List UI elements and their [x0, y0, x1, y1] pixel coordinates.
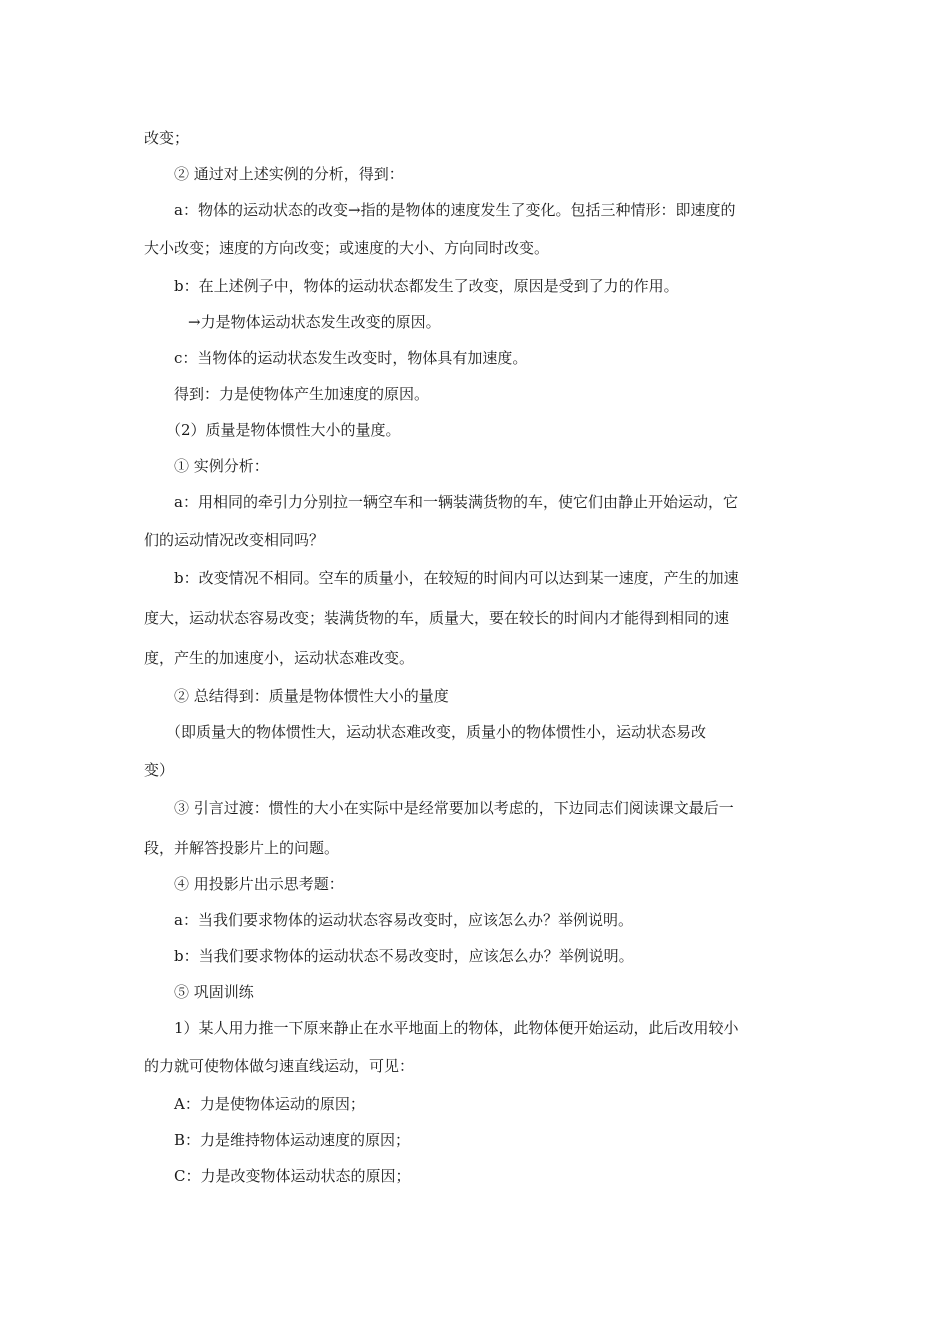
- text-line: 度大，运动状态容易改变；装满货物的车，质量大，要在较长的时间内才能得到相同的速: [144, 609, 730, 627]
- text-line: 改变；: [144, 129, 190, 147]
- text-line: 度，产生的加速度小，运动状态难改变。: [144, 649, 415, 667]
- text-line: 变）: [144, 761, 175, 779]
- text-line: ③ 引言过渡：惯性的大小在实际中是经常要加以考虑的，下边同志们阅读课文最后一: [174, 799, 734, 817]
- text-line: b：在上述例子中，物体的运动状态都发生了改变，原因是受到了力的作用。: [174, 277, 679, 295]
- text-line: a：物体的运动状态的改变→指的是物体的速度发生了变化。包括三种情形：即速度的: [174, 201, 736, 219]
- text-line: C：力是改变物体运动状态的原因；: [174, 1167, 411, 1185]
- text-line: a：用相同的牵引力分别拉一辆空车和一辆装满货物的车，使它们由静止开始运动，它: [174, 493, 738, 511]
- text-line: ② 总结得到：质量是物体惯性大小的量度: [174, 687, 449, 705]
- text-line: ① 实例分析：: [174, 457, 269, 475]
- text-line: ④ 用投影片出示思考题：: [174, 875, 344, 893]
- text-line: c：当物体的运动状态发生改变时，物体具有加速度。: [174, 349, 528, 367]
- text-line: 得到：力是使物体产生加速度的原因。: [174, 385, 430, 403]
- text-line: 1）某人用力推一下原来静止在水平地面上的物体，此物体便开始运动，此后改用较小: [174, 1019, 739, 1037]
- text-line: 段，并解答投影片上的问题。: [144, 839, 340, 857]
- text-line: （即质量大的物体惯性大，运动状态难改变，质量小的物体惯性小，运动状态易改: [166, 723, 707, 741]
- text-line: a：当我们要求物体的运动状态容易改变时，应该怎么办？举例说明。: [174, 911, 633, 929]
- text-line: （2）质量是物体惯性大小的量度。: [166, 421, 401, 439]
- text-line: 的力就可使物体做匀速直线运动，可见：: [144, 1057, 415, 1075]
- text-line: b：改变情况不相同。空车的质量小，在较短的时间内可以达到某一速度，产生的加速: [174, 569, 739, 587]
- text-line: →力是物体运动状态发生改变的原因。: [188, 313, 441, 331]
- text-line: 大小改变；速度的方向改变；或速度的大小、方向同时改变。: [144, 239, 550, 257]
- text-line: ⑤ 巩固训练: [174, 983, 254, 1001]
- text-line: b：当我们要求物体的运动状态不易改变时，应该怎么办？举例说明。: [174, 947, 634, 965]
- text-line: B：力是维持物体运动速度的原因；: [174, 1131, 411, 1149]
- text-line: ② 通过对上述实例的分析，得到：: [174, 165, 404, 183]
- text-line: 们的运动情况改变相同吗？: [144, 531, 325, 549]
- text-line: A：力是使物体运动的原因；: [174, 1095, 365, 1113]
